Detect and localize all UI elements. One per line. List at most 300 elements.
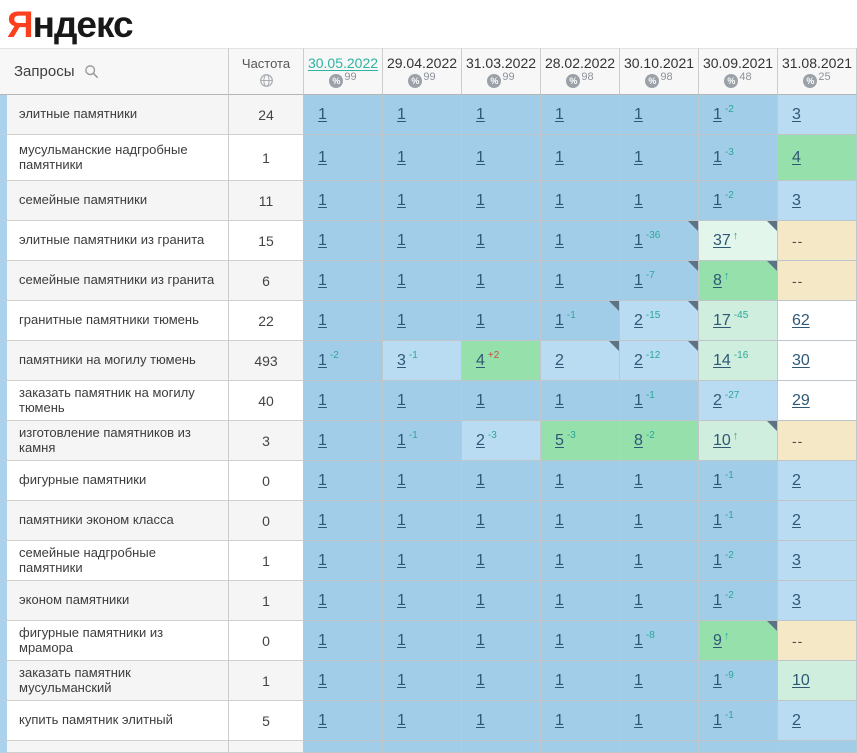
new-entry-arrow-icon: ↑ <box>732 430 739 442</box>
position-cell <box>304 701 383 741</box>
position-link[interactable]: 1 <box>476 511 485 529</box>
position-change: -12 <box>645 349 661 361</box>
date-link[interactable]: 30.05.2022 <box>307 55 379 71</box>
coverage-badge <box>645 72 672 88</box>
frequency-value: 1 <box>262 552 270 569</box>
query-text: памятники эконом класса <box>19 512 174 528</box>
position-cell <box>620 341 699 381</box>
position-link[interactable]: 1 <box>318 105 327 123</box>
position-cell <box>541 741 620 753</box>
position-link[interactable]: 1 <box>397 311 406 329</box>
position-cell <box>778 661 857 701</box>
position-link[interactable]: 1 <box>318 311 327 329</box>
position-cell <box>699 421 778 461</box>
percent-icon: % <box>724 74 738 88</box>
date-link[interactable]: 29.04.2022 <box>386 55 458 71</box>
query-text: элитные памятники из гранита <box>19 232 205 248</box>
no-position-dash: -- <box>792 432 804 449</box>
frequency-value: 1 <box>262 592 270 609</box>
queries-header-cell <box>0 48 229 95</box>
position-link[interactable]: 1 <box>555 471 564 489</box>
note-corner-icon <box>688 301 698 311</box>
position-change: -2 <box>724 103 734 115</box>
position-change: -2 <box>724 549 734 561</box>
position-cell <box>699 621 778 661</box>
position-link[interactable]: 1 <box>397 511 406 529</box>
position-link[interactable]: 1 <box>713 711 722 729</box>
position-link[interactable]: 1 <box>476 591 485 609</box>
note-corner-icon <box>609 301 619 311</box>
position-link[interactable]: 9 <box>713 631 722 649</box>
position-change: -45 <box>733 309 749 321</box>
position-link[interactable]: 1 <box>397 431 406 449</box>
position-link[interactable]: 1 <box>318 148 327 166</box>
position-link[interactable]: 1 <box>634 148 643 166</box>
position-link[interactable]: 1 <box>634 631 643 649</box>
position-cell <box>541 421 620 461</box>
position-cell <box>778 341 857 381</box>
position-link[interactable]: 1 <box>634 271 643 289</box>
position-cell <box>541 301 620 341</box>
frequency-cell <box>229 135 304 181</box>
position-change: -2 <box>329 349 339 361</box>
position-link[interactable]: 1 <box>397 671 406 689</box>
position-link[interactable]: 1 <box>555 391 564 409</box>
position-cell <box>541 581 620 621</box>
date-link[interactable]: 31.03.2022 <box>465 55 537 71</box>
note-corner-icon <box>767 421 777 431</box>
date-header-cell <box>383 48 462 95</box>
position-link[interactable]: 29 <box>792 391 810 409</box>
query-cell <box>0 461 229 501</box>
position-link[interactable]: 1 <box>634 191 643 209</box>
position-link[interactable]: 1 <box>397 711 406 729</box>
position-link[interactable]: 10 <box>713 431 731 449</box>
position-link[interactable]: 1 <box>555 191 564 209</box>
position-link[interactable]: 1 <box>318 591 327 609</box>
position-cell <box>462 135 541 181</box>
query-text: семейные памятники из гранита <box>19 272 215 288</box>
position-cell <box>541 341 620 381</box>
position-cell <box>304 541 383 581</box>
position-change: -27 <box>724 389 740 401</box>
position-link[interactable]: 1 <box>555 105 564 123</box>
position-link[interactable]: 1 <box>713 191 722 209</box>
position-cell <box>383 621 462 661</box>
position-link[interactable]: 2 <box>634 351 643 369</box>
position-change: -9 <box>724 669 734 681</box>
position-cell <box>778 181 857 221</box>
position-cell <box>699 581 778 621</box>
position-cell <box>462 661 541 701</box>
position-link[interactable]: 3 <box>397 351 406 369</box>
position-cell <box>383 221 462 261</box>
position-cell <box>304 135 383 181</box>
position-link[interactable]: 30 <box>792 351 810 369</box>
position-link[interactable]: 1 <box>634 551 643 569</box>
position-link[interactable]: 1 <box>713 511 722 529</box>
position-link[interactable]: 2 <box>792 471 801 489</box>
query-cell <box>0 661 229 701</box>
position-cell <box>778 461 857 501</box>
position-cell <box>383 581 462 621</box>
position-cell <box>462 381 541 421</box>
position-link[interactable]: 1 <box>476 471 485 489</box>
position-link[interactable]: 5 <box>555 431 564 449</box>
position-link[interactable]: 1 <box>555 511 564 529</box>
position-cell <box>462 301 541 341</box>
query-text: эконом памятники <box>19 592 130 608</box>
position-cell <box>778 701 857 741</box>
position-link[interactable]: 1 <box>397 471 406 489</box>
position-cell <box>304 381 383 421</box>
position-cell <box>383 701 462 741</box>
query-cell <box>0 261 229 301</box>
coverage-badge <box>408 72 435 88</box>
position-link[interactable]: 4 <box>792 148 801 166</box>
coverage-badge <box>724 72 751 88</box>
position-cell <box>462 421 541 461</box>
percent-icon: % <box>566 74 580 88</box>
query-text: мусульманские надгробные памятники <box>19 141 188 172</box>
position-change: -2 <box>645 429 655 441</box>
logo-band <box>0 0 857 48</box>
position-cell <box>620 301 699 341</box>
date-link[interactable]: 31.08.2021 <box>781 55 853 71</box>
yandex-logo-ya: Я <box>7 3 33 45</box>
position-cell <box>304 341 383 381</box>
position-link[interactable]: 1 <box>555 271 564 289</box>
position-cell <box>620 95 699 135</box>
position-link[interactable]: 1 <box>555 631 564 649</box>
position-link[interactable]: 1 <box>555 551 564 569</box>
note-corner-icon <box>767 221 777 231</box>
position-link[interactable]: 8 <box>634 431 643 449</box>
position-link[interactable]: 8 <box>713 271 722 289</box>
position-cell <box>699 741 778 753</box>
position-link[interactable]: 1 <box>634 471 643 489</box>
frequency-cell <box>229 701 304 741</box>
position-link[interactable]: 1 <box>634 711 643 729</box>
position-link[interactable]: 1 <box>713 591 722 609</box>
position-cell <box>383 261 462 301</box>
position-cell <box>383 381 462 421</box>
position-cell <box>462 701 541 741</box>
queries-header-label: Запросы <box>14 63 75 80</box>
position-cell <box>620 541 699 581</box>
position-cell <box>699 661 778 701</box>
position-cell <box>699 261 778 301</box>
frequency-cell <box>229 221 304 261</box>
position-link[interactable]: 1 <box>713 551 722 569</box>
position-cell <box>778 301 857 341</box>
position-change: -3 <box>566 429 576 441</box>
position-cell <box>541 135 620 181</box>
position-cell <box>541 701 620 741</box>
position-link[interactable]: 1 <box>634 231 643 249</box>
position-link[interactable]: 1 <box>397 105 406 123</box>
position-link[interactable]: 1 <box>397 591 406 609</box>
position-change: -3 <box>724 146 734 158</box>
position-cell <box>699 461 778 501</box>
position-link[interactable]: 4 <box>476 351 485 369</box>
position-link[interactable]: 1 <box>476 551 485 569</box>
position-link[interactable]: 1 <box>476 711 485 729</box>
position-cell <box>699 541 778 581</box>
date-link[interactable]: 28.02.2022 <box>544 55 616 71</box>
position-link[interactable]: 1 <box>397 631 406 649</box>
position-link[interactable]: 1 <box>318 631 327 649</box>
query-cell <box>0 621 229 661</box>
date-link[interactable]: 30.09.2021 <box>702 55 774 71</box>
position-cell <box>462 461 541 501</box>
position-cell <box>462 581 541 621</box>
percent-icon: % <box>408 74 422 88</box>
frequency-value: 0 <box>262 512 270 529</box>
position-link[interactable]: 1 <box>476 231 485 249</box>
position-change: -36 <box>645 229 661 241</box>
date-header-cell <box>778 48 857 95</box>
position-link[interactable]: 1 <box>318 671 327 689</box>
position-link[interactable]: 1 <box>318 231 327 249</box>
position-cell <box>304 661 383 701</box>
position-cell <box>541 501 620 541</box>
position-cell <box>304 461 383 501</box>
query-cell <box>0 95 229 135</box>
query-cell <box>0 181 229 221</box>
position-cell <box>620 701 699 741</box>
position-link[interactable]: 3 <box>792 105 801 123</box>
position-change: +2 <box>487 349 500 361</box>
position-cell <box>699 221 778 261</box>
frequency-header-cell <box>229 48 304 95</box>
position-link[interactable]: 3 <box>792 591 801 609</box>
position-change: -1 <box>408 429 418 441</box>
position-cell <box>462 221 541 261</box>
position-cell <box>383 341 462 381</box>
position-link[interactable]: 37 <box>713 231 731 249</box>
frequency-value: 6 <box>262 272 270 289</box>
note-corner-icon <box>688 341 698 351</box>
position-link[interactable]: 1 <box>555 148 564 166</box>
position-link[interactable]: 2 <box>634 311 643 329</box>
position-link[interactable]: 3 <box>792 191 801 209</box>
position-link[interactable]: 1 <box>476 631 485 649</box>
position-link[interactable]: 1 <box>634 391 643 409</box>
position-cell <box>304 621 383 661</box>
query-cell <box>0 221 229 261</box>
coverage-value: 98 <box>581 71 594 83</box>
position-cell <box>620 741 699 753</box>
frequency-cell <box>229 261 304 301</box>
position-link[interactable]: 17 <box>713 311 731 329</box>
position-link[interactable]: 1 <box>397 191 406 209</box>
position-cell <box>462 741 541 753</box>
position-cell <box>620 221 699 261</box>
coverage-badge <box>566 72 593 88</box>
position-cell <box>620 461 699 501</box>
position-change: -15 <box>645 309 661 321</box>
position-change: -16 <box>733 349 749 361</box>
position-link[interactable]: 2 <box>792 511 801 529</box>
position-link[interactable]: 1 <box>318 711 327 729</box>
position-change: -1 <box>566 309 576 321</box>
position-link[interactable]: 1 <box>555 231 564 249</box>
position-link[interactable]: 1 <box>713 148 722 166</box>
query-text: элитные памятники <box>19 106 138 122</box>
coverage-badge <box>329 72 356 88</box>
position-link[interactable]: 1 <box>318 271 327 289</box>
position-link[interactable]: 1 <box>318 391 327 409</box>
position-cell <box>304 741 383 753</box>
position-cell <box>541 181 620 221</box>
frequency-value: 11 <box>258 192 274 209</box>
position-link[interactable]: 1 <box>318 471 327 489</box>
position-cell <box>383 135 462 181</box>
position-link[interactable]: 2 <box>713 391 722 409</box>
position-link[interactable]: 1 <box>318 431 327 449</box>
query-text: заказать памятник на могилу тюмень <box>19 384 195 415</box>
position-link[interactable]: 10 <box>792 671 810 689</box>
query-text: купить памятник элитный <box>19 712 173 728</box>
position-cell <box>778 221 857 261</box>
note-corner-icon <box>767 621 777 631</box>
coverage-badge <box>803 72 830 88</box>
position-cell <box>462 341 541 381</box>
note-corner-icon <box>609 341 619 351</box>
position-link[interactable]: 1 <box>713 671 722 689</box>
position-link[interactable]: 2 <box>476 431 485 449</box>
position-link[interactable]: 1 <box>318 551 327 569</box>
position-link[interactable]: 1 <box>634 671 643 689</box>
position-cell <box>462 621 541 661</box>
position-cell <box>778 95 857 135</box>
position-cell <box>304 221 383 261</box>
position-link[interactable]: 1 <box>634 591 643 609</box>
position-cell <box>620 181 699 221</box>
position-cell <box>462 181 541 221</box>
position-cell <box>304 95 383 135</box>
coverage-value: 99 <box>502 71 515 83</box>
position-change: -2 <box>724 189 734 201</box>
query-text: памятники на могилу тюмень <box>19 352 196 368</box>
position-cell <box>620 621 699 661</box>
position-cell <box>778 621 857 661</box>
position-link[interactable]: 1 <box>634 105 643 123</box>
position-cell <box>541 261 620 301</box>
position-link[interactable]: 2 <box>792 711 801 729</box>
position-cell <box>620 581 699 621</box>
position-cell <box>462 501 541 541</box>
position-link[interactable]: 1 <box>713 105 722 123</box>
position-link[interactable]: 1 <box>318 351 327 369</box>
query-text: фигурные памятники из мрамора <box>19 624 164 655</box>
position-cell <box>383 95 462 135</box>
position-cell <box>541 661 620 701</box>
search-icon[interactable] <box>84 64 99 79</box>
position-link[interactable]: 1 <box>476 191 485 209</box>
yandex-logo[interactable] <box>7 3 133 45</box>
position-cell <box>778 135 857 181</box>
frequency-cell <box>229 461 304 501</box>
position-cell <box>383 301 462 341</box>
position-cell <box>778 421 857 461</box>
position-cell <box>383 181 462 221</box>
position-link[interactable]: 3 <box>792 551 801 569</box>
frequency-value: 0 <box>262 632 270 649</box>
globe-icon <box>259 73 274 88</box>
position-link[interactable]: 1 <box>397 551 406 569</box>
position-link[interactable]: 1 <box>397 391 406 409</box>
position-link[interactable]: 1 <box>476 105 485 123</box>
position-link[interactable]: 1 <box>555 711 564 729</box>
no-position-dash: -- <box>792 272 804 289</box>
percent-icon: % <box>329 74 343 88</box>
percent-icon: % <box>645 74 659 88</box>
position-cell <box>778 261 857 301</box>
position-link[interactable]: 1 <box>713 471 722 489</box>
position-link[interactable]: 1 <box>555 591 564 609</box>
yandex-logo-rest: ндекс <box>32 3 133 45</box>
position-link[interactable]: 1 <box>555 671 564 689</box>
position-link[interactable]: 1 <box>318 511 327 529</box>
position-link[interactable]: 1 <box>318 191 327 209</box>
coverage-value: 99 <box>423 71 436 83</box>
position-cell <box>304 581 383 621</box>
position-link[interactable]: 1 <box>476 271 485 289</box>
new-entry-arrow-icon: ↑ <box>732 230 739 242</box>
frequency-cell <box>229 341 304 381</box>
position-cell <box>699 135 778 181</box>
position-link[interactable]: 1 <box>634 511 643 529</box>
position-link[interactable]: 1 <box>476 148 485 166</box>
position-link[interactable]: 14 <box>713 351 731 369</box>
coverage-badge <box>487 72 514 88</box>
percent-icon: % <box>487 74 501 88</box>
frequency-value: 5 <box>262 712 270 729</box>
frequency-value: 0 <box>262 472 270 489</box>
position-link[interactable]: 2 <box>555 351 564 369</box>
frequency-cell <box>229 621 304 661</box>
position-link[interactable]: 1 <box>476 671 485 689</box>
position-link[interactable]: 1 <box>555 311 564 329</box>
position-cell <box>383 661 462 701</box>
position-cell <box>778 381 857 421</box>
query-text: семейные надгробные памятники <box>19 544 156 575</box>
query-text: изготовление памятников из камня <box>19 424 191 455</box>
frequency-value: 22 <box>258 312 274 329</box>
position-link[interactable]: 1 <box>397 231 406 249</box>
frequency-cell <box>229 421 304 461</box>
frequency-cell <box>229 381 304 421</box>
position-link[interactable]: 62 <box>792 311 810 329</box>
position-link[interactable]: 1 <box>476 311 485 329</box>
position-change: -7 <box>645 269 655 281</box>
position-link[interactable]: 1 <box>476 391 485 409</box>
position-cell <box>304 181 383 221</box>
positions-table <box>0 48 857 753</box>
frequency-value: 15 <box>258 232 274 249</box>
frequency-cell <box>229 181 304 221</box>
position-link[interactable]: 1 <box>397 148 406 166</box>
date-link[interactable]: 30.10.2021 <box>623 55 695 71</box>
frequency-cell <box>229 741 304 753</box>
position-link[interactable]: 1 <box>397 271 406 289</box>
frequency-value: 1 <box>262 672 270 689</box>
position-change: -1 <box>724 469 734 481</box>
date-header-cell <box>541 48 620 95</box>
position-change: -1 <box>645 389 655 401</box>
